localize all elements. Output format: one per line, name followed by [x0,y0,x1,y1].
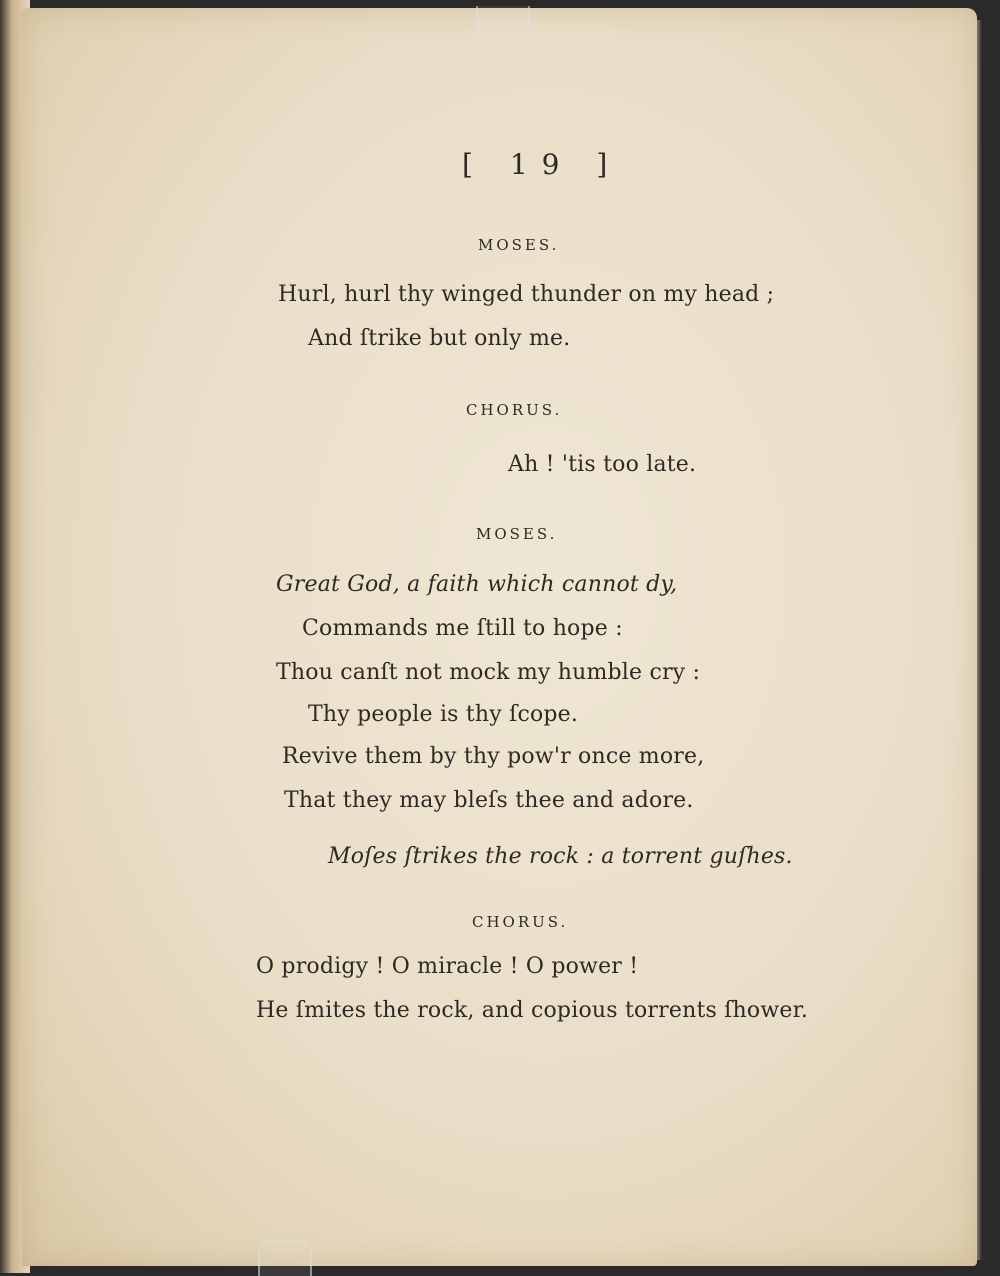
verse-line: Revive them by thy pow'r once more, [282,744,705,769]
verse-line: He ſmites the rock, and copious torrents ſhower. [256,998,809,1023]
verse-line: Great God, a faith which cannot dy, [276,572,678,597]
verse-line: Commands me ſtill to hope : [302,616,623,641]
page-clip-bottom [258,1240,312,1276]
verse-line: Thy people is thy ſcope. [308,702,579,727]
verse-line: O prodigy ! O miracle ! O power ! [256,954,639,979]
speaker-heading: CHORUS. [472,913,569,931]
speaker-heading: CHORUS. [466,401,563,419]
verse-line: Ah ! 'tis too late. [508,452,697,477]
verse-line: That they may bleſs thee and adore. [284,788,694,813]
verse-line: Thou canſt not mock my humble cry : [276,660,701,685]
verse-line: Hurl, hurl thy winged thunder on my head ; [278,282,775,307]
stage-direction: Moſes ſtrikes the rock : a torrent guſhes. [328,844,793,869]
page-number: [ 19 ] [462,148,622,181]
page-clip-top [476,6,530,42]
verse-line: And ſtrike but only me. [308,326,571,351]
speaker-heading: MOSES. [478,236,560,254]
speaker-heading: MOSES. [476,525,558,543]
